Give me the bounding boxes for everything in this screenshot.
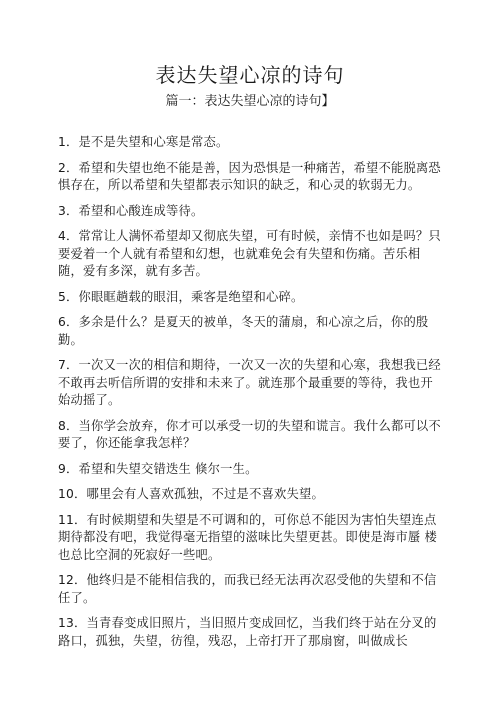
quote-item-10: 10．哪里会有人喜欢孤独，不过是不喜欢失望。 (58, 487, 324, 501)
quote-item-3: 3．希望和心酸连成等待。 (58, 203, 204, 218)
document-title: 表达失望心凉的诗句 (155, 63, 345, 87)
quote-item-9: 9．希望和失望交错迭生 倏尔一生。 (58, 461, 258, 476)
quote-item-7: 7．一次又一次的相信和期待，一次又一次的失望和心寒，我想我已经不敢再去听信所谓的安排和未来了。就连那个最重要的等待，我也开始动摇了。 (58, 358, 441, 407)
quote-item-5: 5．你眼眶趟载的眼泪，乘客是绝望和心碎。 (58, 289, 304, 304)
quote-item-12: 12．他终归是不能相信我的，而我已经无法再次忍受他的失望和不信任了。 (58, 573, 437, 605)
quote-item-2: 2．希望和失望也绝不能是善，因为恐惧是一种痛苦，希望不能脱离恐惧存在，所以希望和失望都表示知识的缺乏，和心灵的软弱无力。 (58, 160, 441, 192)
quote-item-6: 6．多余是什么？是夏天的被单，冬天的蒲扇，和心凉之后，你的殷勤。 (58, 315, 429, 347)
quote-list (58, 134, 442, 650)
document-subtitle: 篇一：表达失望心凉的诗句】 (165, 94, 335, 109)
quote-item-13: 13．当青春变成旧照片，当旧照片变成回忆，当我们终于站在分叉的路口，孤独，失望，彷徨，残忍，上帝打开了那扇窗，叫做成长 (58, 616, 437, 648)
quote-item-11: 11．有时候期望和失望是不可调和的，可你总不能因为害怕失望连点 期待都没有吧，我觉得毫无指望的滋味比失望更甚。即使是海市蜃 楼也总比空洞的死寂好一些吧。 (58, 512, 438, 562)
quote-item-8: 8．当你学会放弃，你才可以承受一切的失望和谎言。我什么都可以不要了，你还能拿我怎样？ (58, 418, 441, 450)
quote-item-4: 4．常常让人满怀希望却又彻底失望，可有时候，亲情不也如是吗？只要爱着一个人就有希望和幻想，也就难免会有失望和伤痛。苦乐相随，爱有多深，就有多苦。 (58, 229, 441, 278)
quote-item-1: 1．是不是失望和心寒是常态。 (58, 135, 229, 149)
